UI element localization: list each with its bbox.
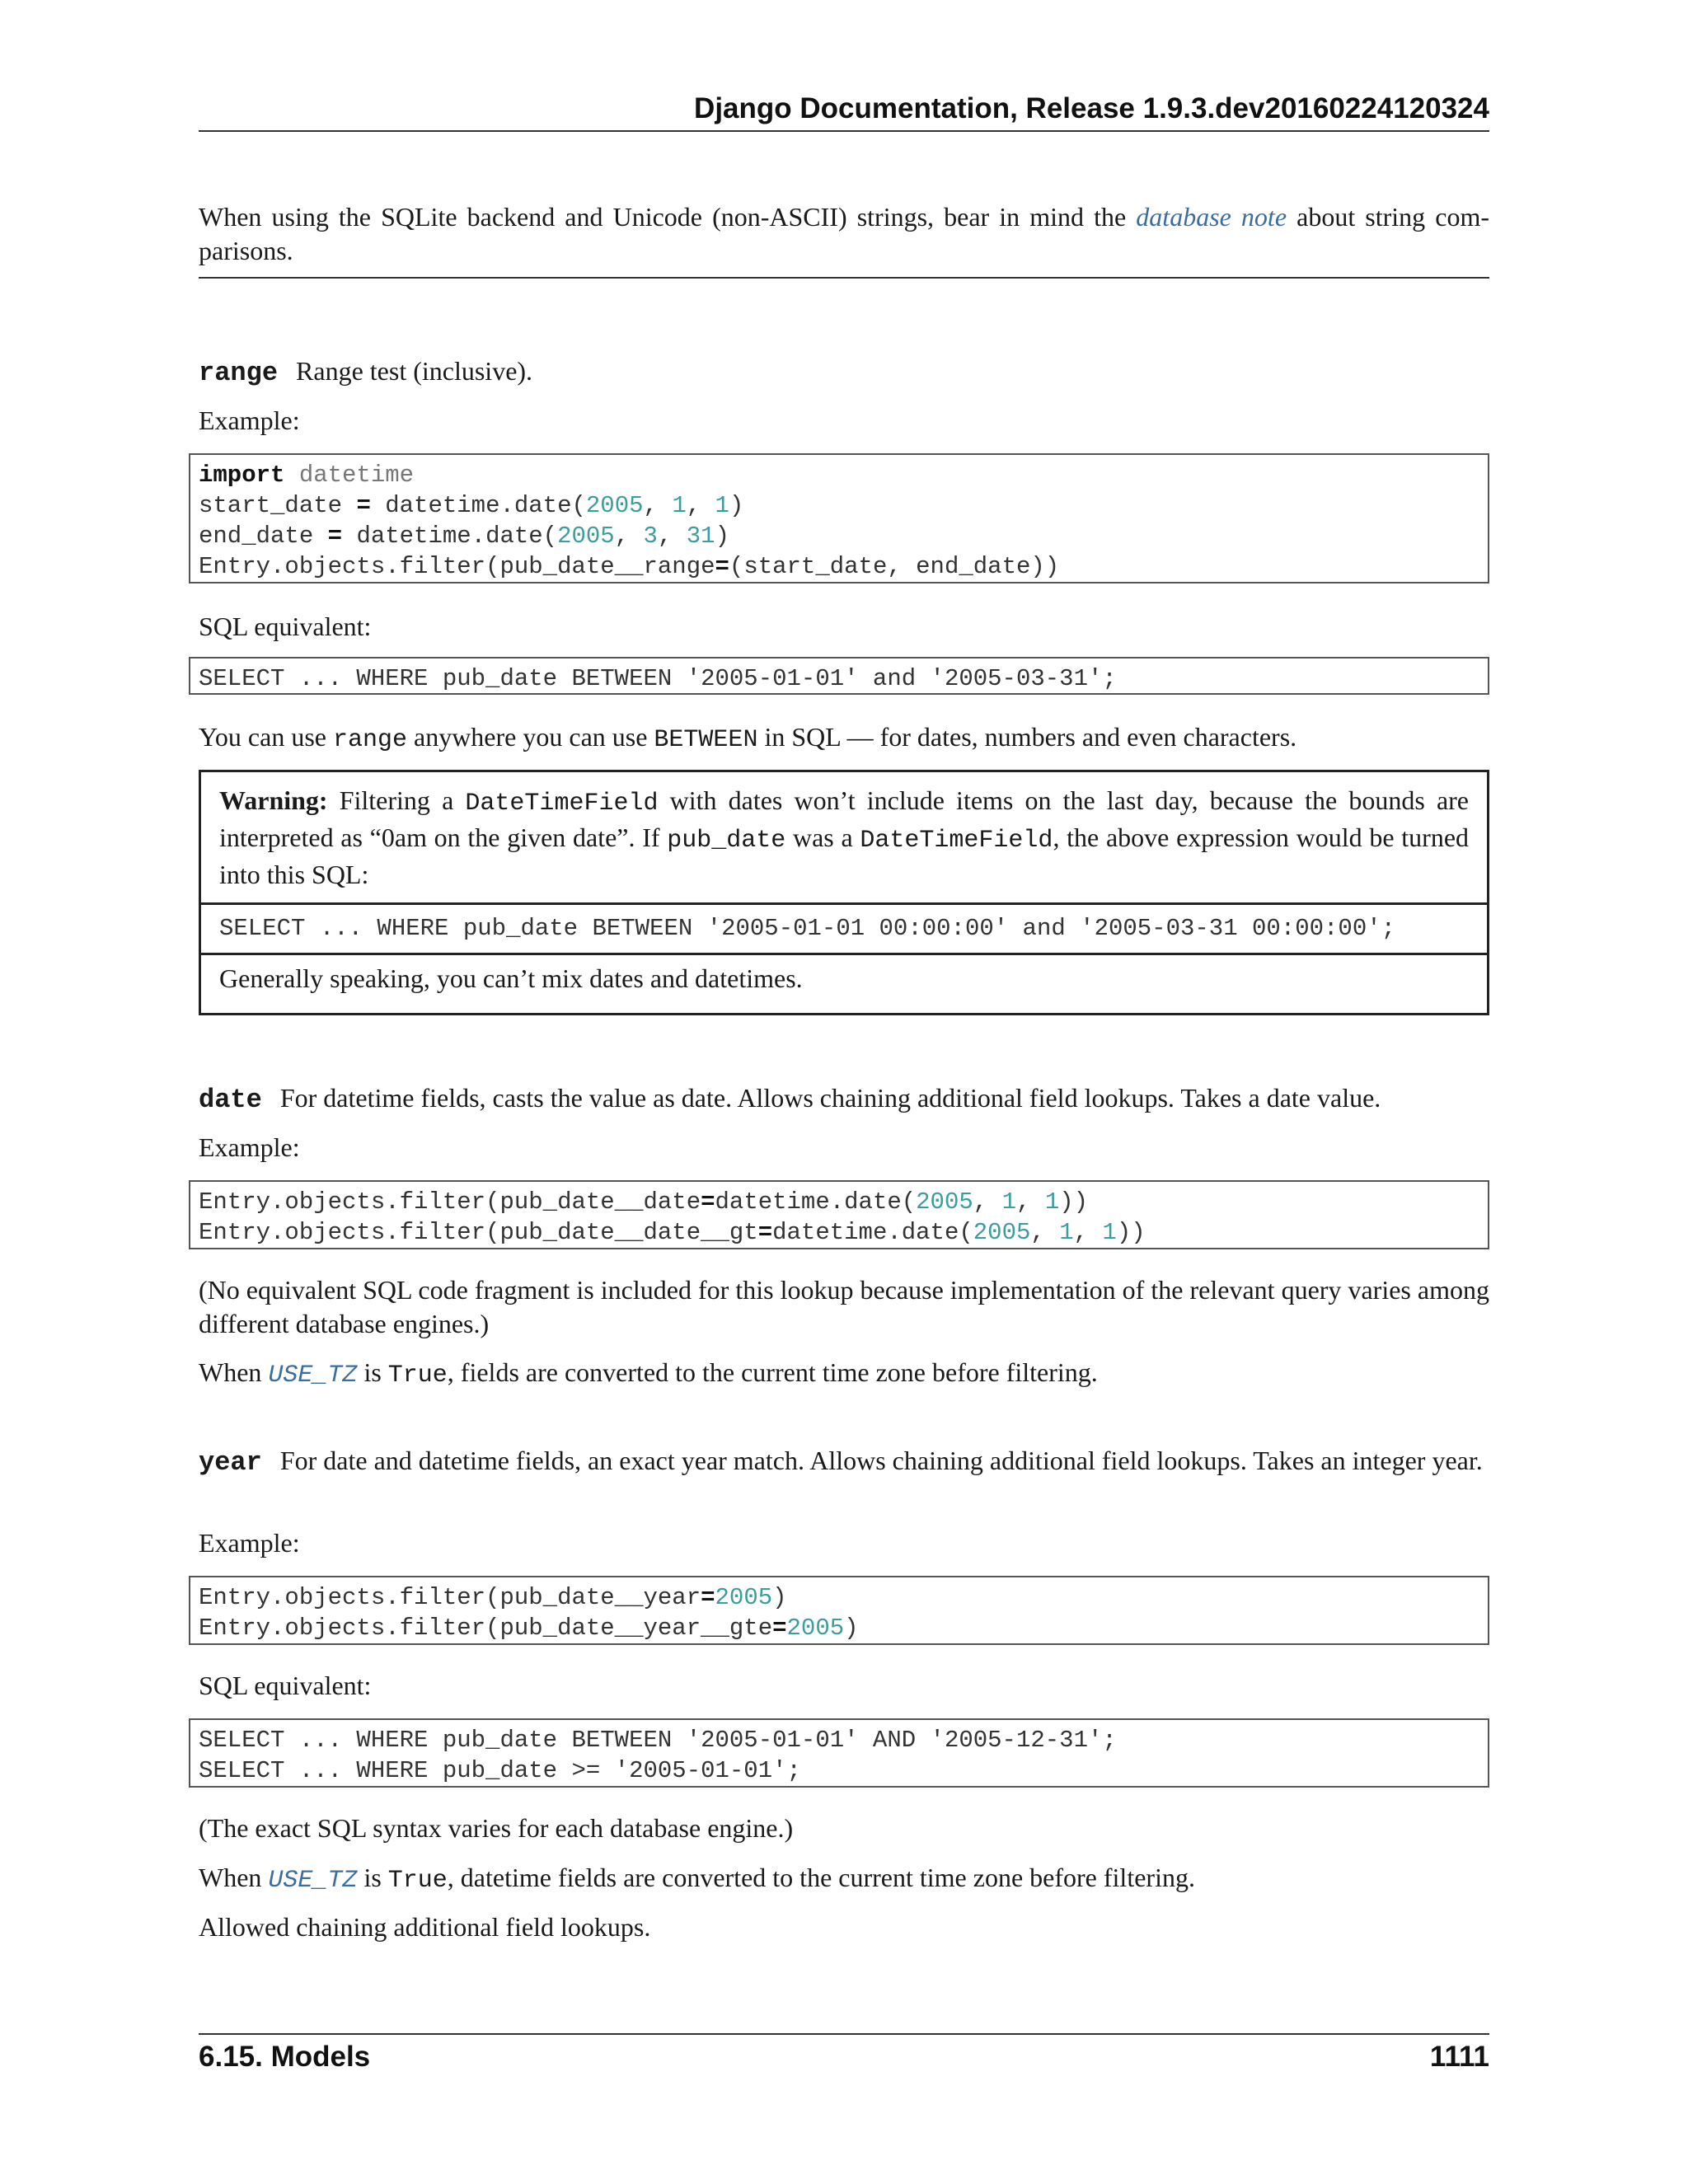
warning-admonition — [199, 770, 1489, 1015]
date-tz-note: When USE_TZ is True, fields are converted to the current time zone before filtering. — [199, 1357, 1098, 1390]
range-example-label: Example: — [199, 405, 300, 435]
year-exact-note: (The exact SQL syntax varies for each database engine.) — [199, 1813, 794, 1843]
range-term: range — [199, 358, 279, 388]
use-tz-link[interactable]: USE_TZ — [268, 1867, 358, 1895]
year-definition: year For date and datetime fields, an exact year match. Allows chaining additional field lookups. Takes an integer year. — [199, 1446, 1483, 1478]
range-usage-text: You can use range anywhere you can use BETWEEN in SQL — for dates, numbers and even characters. — [199, 722, 1297, 754]
use-tz-link[interactable]: USE_TZ — [268, 1361, 358, 1390]
year-term: year — [199, 1447, 262, 1478]
warning-text: Warning: Filtering a DateTimeField with dates won’t include items on the last day, because the bounds are interpreted as “0am on the given date”. If pub_date was a DateTimeField, the above expression would be turned into this SQL: — [219, 785, 1470, 889]
date-definition: date For datetime fields, casts the value as date. Allows chaining additional field lookups. Takes a date value. — [199, 1083, 1381, 1115]
database-note-link[interactable]: database note — [1136, 202, 1287, 232]
year-sql-label: SQL equivalent: — [199, 1671, 372, 1700]
header-divider — [199, 130, 1489, 132]
warning-sql-block: SELECT ... WHERE pub_date BETWEEN '2005-01-01 00:00:00' and '2005-03-31 00:00:00'; — [201, 902, 1487, 955]
running-header: Django Documentation, Release 1.9.3.dev20160224120324 — [694, 92, 1489, 124]
date-example-label: Example: — [199, 1132, 300, 1162]
footer-divider — [199, 2033, 1489, 2035]
date-no-sql-note: (No equivalent SQL code fragment is included for this lookup because implementation of the relevant query varies among different database engines.) — [199, 1275, 1489, 1338]
range-sql-label: SQL equivalent: — [199, 612, 372, 641]
sqlite-note: When using the SQLite backend and Unicode (non-ASCII) strings, bear in mind the database note about string com-parisons. — [199, 202, 1490, 265]
date-term: date — [199, 1085, 262, 1115]
year-example-label: Example: — [199, 1528, 300, 1558]
year-code-block: Entry.objects.filter(pub_date__year=2005) Entry.objects.filter(pub_date__year__gte=2005) — [189, 1576, 1489, 1645]
page-number: 1111 — [1429, 2041, 1489, 2073]
warning-label: Warning: — [219, 785, 328, 815]
range-definition: range Range test (inclusive). — [199, 356, 533, 388]
year-chaining-note: Allowed chaining additional field lookups. — [199, 1912, 651, 1942]
date-code-block: Entry.objects.filter(pub_date__date=datetime.date(2005, 1, 1)) Entry.objects.filter(pub_date__date__gt=datetime.date(2005, 1, 1)) — [189, 1180, 1489, 1249]
range-sql-block: SELECT ... WHERE pub_date BETWEEN '2005-01-01' and '2005-03-31'; — [189, 657, 1489, 695]
warning-footnote: Generally speaking, you can’t mix dates and datetimes. — [219, 963, 803, 993]
range-code-block: import datetime start_date = datetime.date(2005, 1, 1) end_date = datetime.date(2005, 3, 31) Entry.objects.filter(pub_date__range=(start_date, end_date)) — [189, 453, 1489, 583]
footer-section: 6.15. Models — [199, 2041, 371, 2073]
year-tz-note: When USE_TZ is True, datetime fields are converted to the current time zone before filtering. — [199, 1863, 1195, 1895]
note-divider — [199, 277, 1489, 279]
year-sql-block: SELECT ... WHERE pub_date BETWEEN '2005-01-01' AND '2005-12-31'; SELECT ... WHERE pub_date >= '2005-01-01'; — [189, 1718, 1489, 1788]
